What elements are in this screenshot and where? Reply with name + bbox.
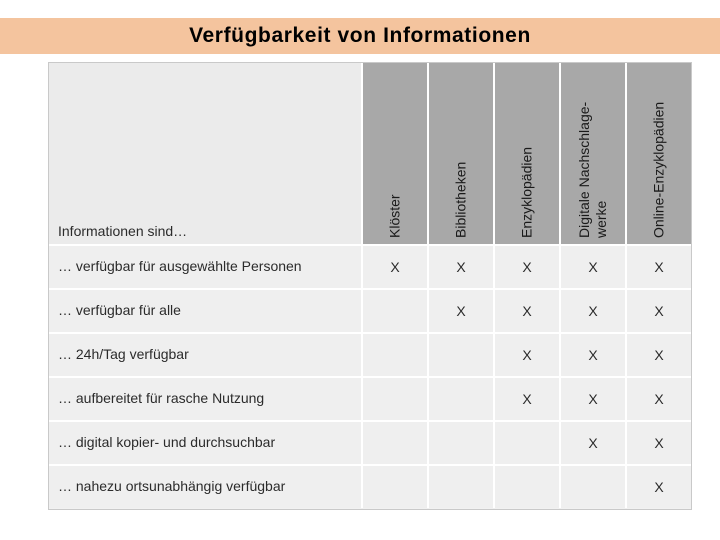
cell-online-enzyklop-dien: X xyxy=(625,290,691,332)
cell-digitale-nachschlage-werke: X xyxy=(559,290,625,332)
table-row xyxy=(49,376,691,420)
page-title: Verfügbarkeit von Informationen xyxy=(189,24,531,47)
column-header-enzyklop-dien xyxy=(493,63,559,244)
cell-bibliotheken xyxy=(427,334,493,376)
cell-digitale-nachschlage-werke: X xyxy=(559,378,625,420)
row-label: … aufbereitet für rasche Nutzung xyxy=(58,390,265,406)
cell-online-enzyklop-dien: X xyxy=(625,378,691,420)
cell-kl-ster xyxy=(361,378,427,420)
corner-label: Informationen sind… xyxy=(58,223,188,239)
cell-bibliotheken xyxy=(427,422,493,464)
title-bar xyxy=(0,18,720,54)
cell-enzyklop-dien xyxy=(493,466,559,508)
row-label: … nahezu ortsunabhängig verfügbar xyxy=(58,478,286,494)
column-header-kl-ster xyxy=(361,63,427,244)
cell-kl-ster xyxy=(361,290,427,332)
column-header-label: Klöster xyxy=(386,194,403,238)
column-header-label: Bibliotheken xyxy=(452,161,469,238)
cell-enzyklop-dien xyxy=(493,422,559,464)
table-row xyxy=(49,288,691,332)
column-header-label: Digitale Nachschlage- werke xyxy=(576,101,609,238)
column-header-online-enzyklop-dien xyxy=(625,63,691,244)
row-label: … 24h/Tag verfügbar xyxy=(58,346,189,362)
cell-online-enzyklop-dien: X xyxy=(625,246,691,288)
cell-enzyklop-dien: X xyxy=(493,334,559,376)
cell-bibliotheken xyxy=(427,378,493,420)
cell-bibliotheken: X xyxy=(427,290,493,332)
row-label: … verfügbar für ausgewählte Personen xyxy=(58,258,302,274)
cell-online-enzyklop-dien: X xyxy=(625,334,691,376)
cell-bibliotheken xyxy=(427,466,493,508)
table-header-corner xyxy=(49,63,361,244)
cell-kl-ster: X xyxy=(361,246,427,288)
column-header-bibliotheken xyxy=(427,63,493,244)
table-row xyxy=(49,464,691,508)
cell-enzyklop-dien: X xyxy=(493,290,559,332)
availability-table xyxy=(48,62,692,510)
cell-bibliotheken: X xyxy=(427,246,493,288)
column-header-label: Enzyklopädien xyxy=(518,146,535,238)
cell-kl-ster xyxy=(361,334,427,376)
cell-digitale-nachschlage-werke: X xyxy=(559,334,625,376)
column-header-digitale-nachschlage-werke xyxy=(559,63,625,244)
cell-kl-ster xyxy=(361,422,427,464)
cell-enzyklop-dien: X xyxy=(493,378,559,420)
cell-digitale-nachschlage-werke: X xyxy=(559,246,625,288)
row-label: … digital kopier- und durchsuchbar xyxy=(58,434,276,450)
cell-online-enzyklop-dien: X xyxy=(625,466,691,508)
cell-enzyklop-dien: X xyxy=(493,246,559,288)
cell-online-enzyklop-dien: X xyxy=(625,422,691,464)
cell-digitale-nachschlage-werke xyxy=(559,466,625,508)
table-row xyxy=(49,420,691,464)
cell-kl-ster xyxy=(361,466,427,508)
column-header-label: Online-Enzyklopädien xyxy=(650,101,667,238)
table-row xyxy=(49,332,691,376)
row-label: … verfügbar für alle xyxy=(58,302,181,318)
cell-digitale-nachschlage-werke: X xyxy=(559,422,625,464)
table-row xyxy=(49,244,691,288)
